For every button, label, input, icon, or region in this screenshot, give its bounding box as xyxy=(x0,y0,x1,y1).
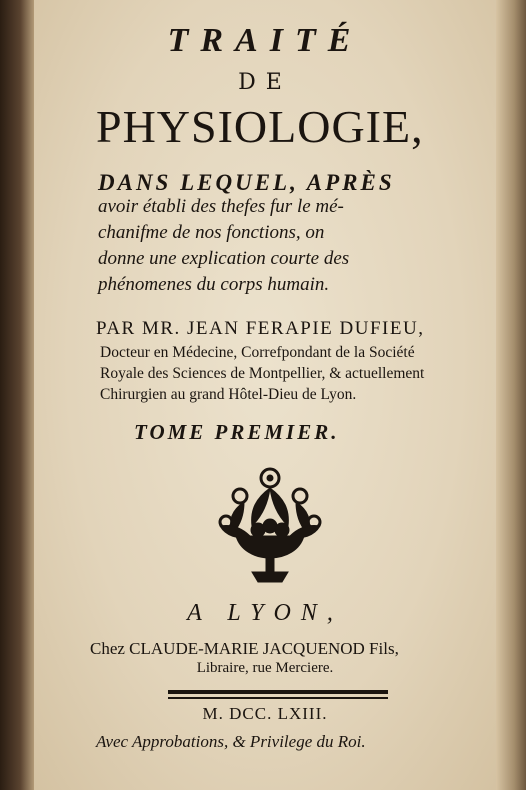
book-gutter xyxy=(0,0,34,790)
imprint-year: M. DCC. LXIII. xyxy=(202,704,328,723)
subtitle-line-4: donne une explication courte des xyxy=(98,248,350,269)
title-line-1: TRAITÉ xyxy=(167,22,363,59)
subtitle-line-1: DANS LEQUEL, APRÈS xyxy=(98,170,395,195)
flower-basket-icon xyxy=(206,464,334,592)
author-credential-3: Chirurgien au grand Hôtel-Dieu de Lyon. xyxy=(100,386,357,403)
imprint-privilege: Avec Approbations, & Privilege du Roi. xyxy=(96,732,366,751)
double-rule-bottom xyxy=(168,697,388,699)
title-line-2: PHYSIOLOGIE, xyxy=(96,101,424,152)
imprint-publisher: Chez CLAUDE-MARIE JACQUENOD Fils, xyxy=(90,639,399,658)
imprint-address: Libraire, rue Merciere. xyxy=(196,660,334,676)
subtitle-line-3: chanifme de nos fonctions, on xyxy=(98,222,325,243)
page-edge xyxy=(496,0,526,790)
author-credential-2: Royale des Sciences de Montpellier, & actuellement xyxy=(100,365,425,382)
title-de: DE xyxy=(238,70,292,95)
subtitle-line-2: avoir établi des thefes fur le mé- xyxy=(98,196,344,217)
imprint-city: A LYON, xyxy=(187,600,343,626)
double-rule-top xyxy=(168,690,388,694)
volume-label: TOME PREMIER. xyxy=(134,420,340,444)
author-line: PAR MR. JEAN FERAPIE DUFIEU, xyxy=(96,318,425,339)
author-credential-1: Docteur en Médecine, Correfpondant de la Société xyxy=(100,344,415,361)
title-page xyxy=(34,0,496,790)
subtitle-line-5: phénomenes du corps humain. xyxy=(98,274,330,295)
